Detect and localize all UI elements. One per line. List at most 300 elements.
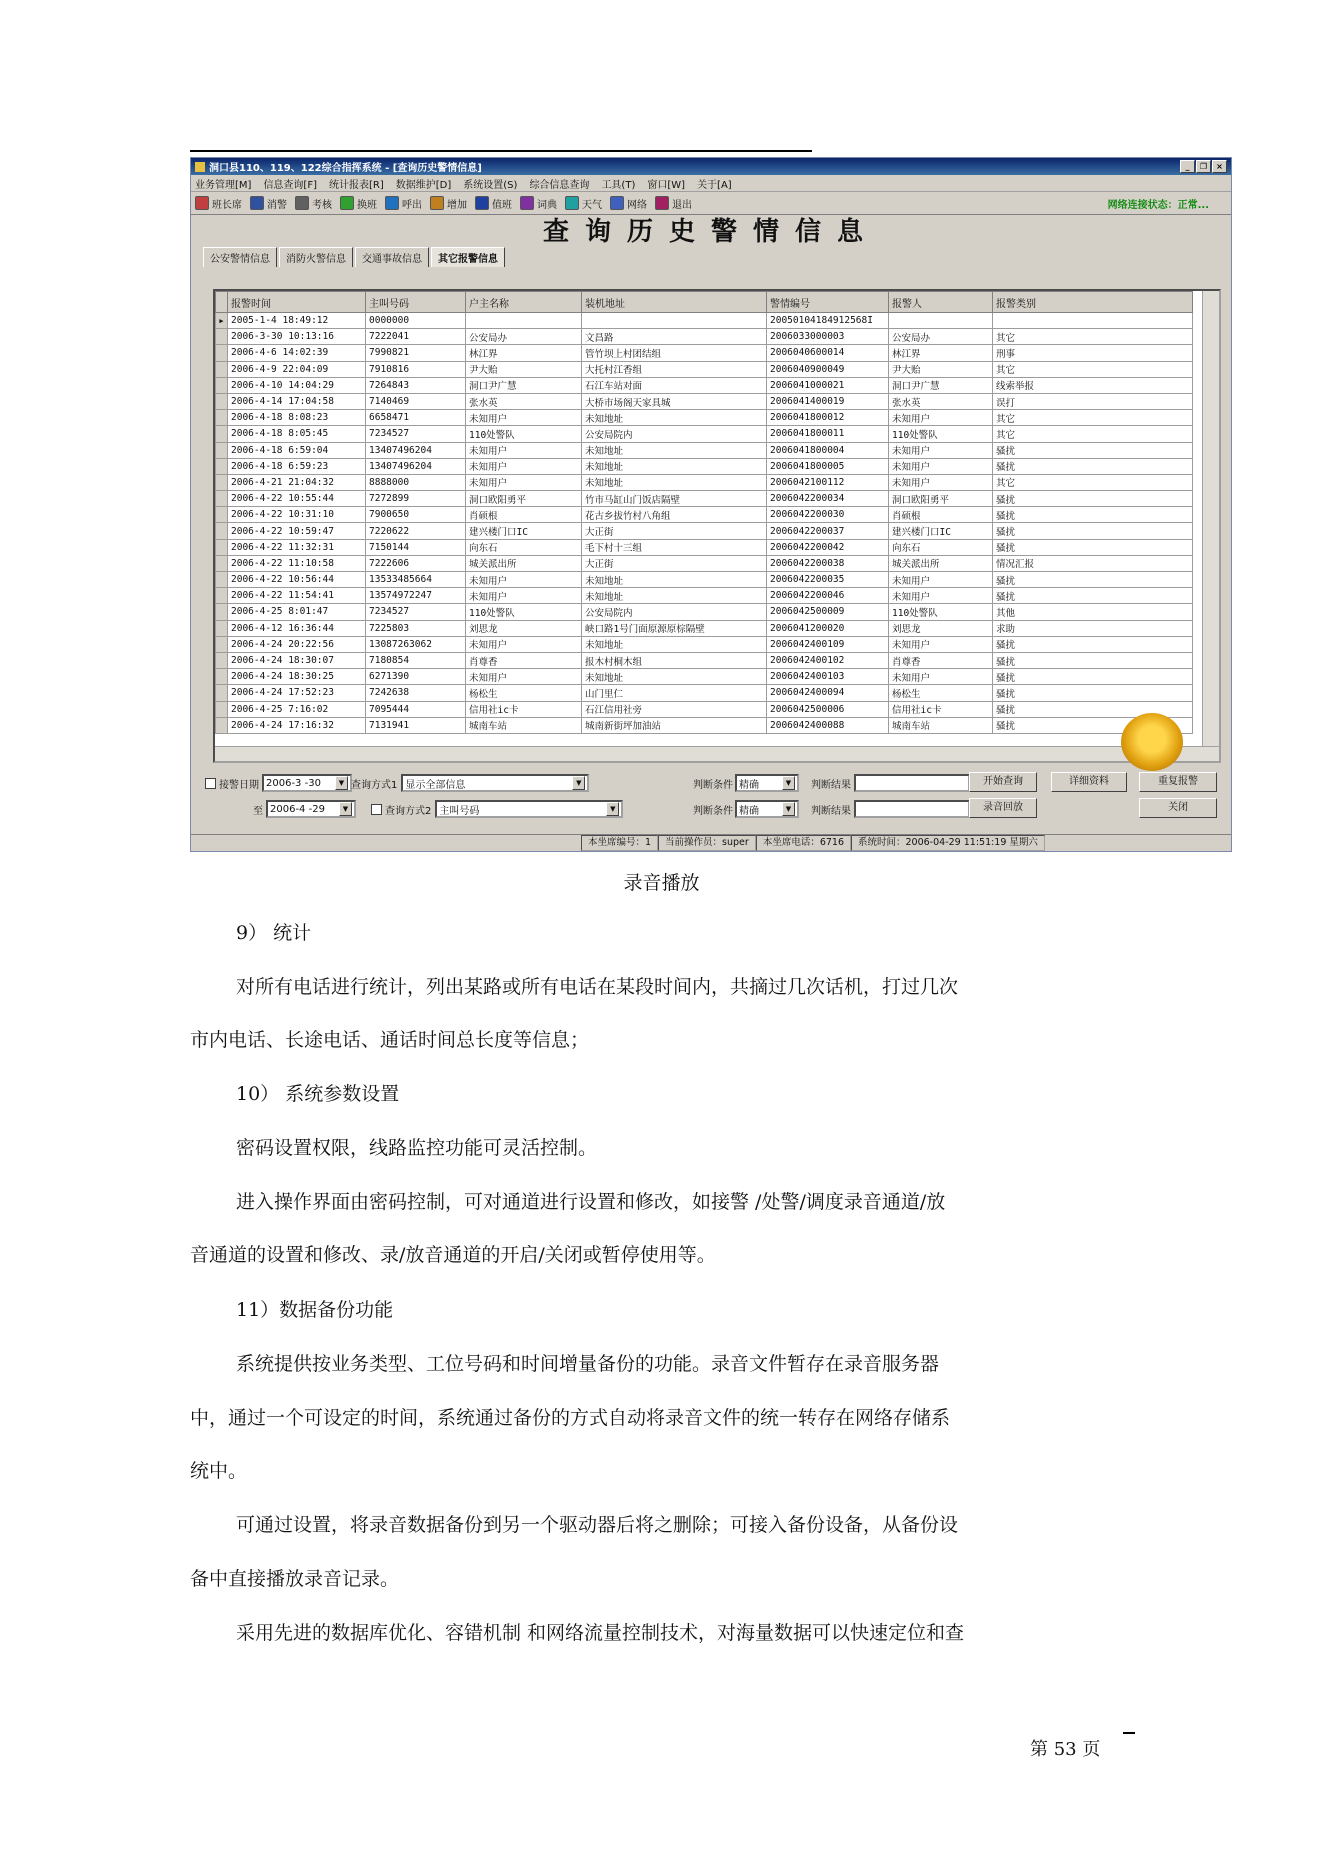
table-cell[interactable]: 2006042100112 bbox=[767, 474, 889, 490]
table-cell[interactable]: 城南新街坪加油站 bbox=[582, 717, 767, 733]
table-cell[interactable]: 13407496204 bbox=[366, 458, 466, 474]
table-cell[interactable]: 骚扰 bbox=[993, 636, 1193, 652]
table-row[interactable] bbox=[216, 523, 1193, 539]
row-indicator bbox=[216, 620, 228, 636]
table-cell[interactable]: 林江界 bbox=[466, 345, 582, 361]
table-cell[interactable]: 公安局办 bbox=[466, 329, 582, 345]
table-cell[interactable]: 未知用户 bbox=[889, 669, 993, 685]
result2 bbox=[811, 800, 970, 818]
row-indicator bbox=[216, 717, 228, 733]
col-header-install-address[interactable]: 装机地址 bbox=[582, 292, 767, 313]
table-cell[interactable]: 7242638 bbox=[366, 685, 466, 701]
table-cell[interactable]: 20050104184912568I bbox=[767, 313, 889, 329]
table-cell[interactable]: 未知地址 bbox=[582, 588, 767, 604]
table-row[interactable] bbox=[216, 442, 1193, 458]
table-cell[interactable]: 洞口欧阳勇平 bbox=[466, 491, 582, 507]
table-cell[interactable]: 未知地址 bbox=[582, 572, 767, 588]
table-cell[interactable]: 未知用户 bbox=[889, 410, 993, 426]
alarm-grid[interactable] bbox=[213, 289, 1221, 763]
cond1-label: 判断条件 bbox=[693, 779, 733, 791]
toolbar-shift-change[interactable]: 换班 bbox=[340, 196, 377, 211]
table-row[interactable] bbox=[216, 313, 1193, 329]
table-cell[interactable]: 7220622 bbox=[366, 523, 466, 539]
table-cell[interactable]: 2006-4-24 17:16:32 bbox=[228, 717, 366, 733]
toolbar-on-duty[interactable]: 值班 bbox=[475, 196, 512, 211]
table-cell[interactable]: 2006-4-24 18:30:25 bbox=[228, 669, 366, 685]
row-indicator bbox=[216, 458, 228, 474]
table-row[interactable] bbox=[216, 393, 1193, 409]
table-cell[interactable]: 刑事 bbox=[993, 345, 1193, 361]
table-cell[interactable]: 未知用户 bbox=[466, 669, 582, 685]
tab-traffic-accidents[interactable]: 交通事故信息 bbox=[355, 247, 429, 267]
footer-dash bbox=[1123, 1732, 1135, 1734]
table-cell[interactable]: 毛下村十三组 bbox=[582, 539, 767, 555]
table-cell[interactable]: 2006-4-24 18:30:07 bbox=[228, 652, 366, 668]
table-cell[interactable]: 洞口尹广慧 bbox=[889, 377, 993, 393]
table-cell[interactable]: 未知地址 bbox=[582, 669, 767, 685]
table-cell[interactable]: 13407496204 bbox=[366, 442, 466, 458]
table-cell[interactable]: 大桥市场阁天家具城 bbox=[582, 393, 767, 409]
table-cell[interactable]: 2006041800012 bbox=[767, 410, 889, 426]
cond1-select[interactable]: 精确 ▼ bbox=[735, 774, 799, 792]
table-cell[interactable]: 6658471 bbox=[366, 410, 466, 426]
toolbar-exit[interactable]: 退出 bbox=[655, 196, 692, 211]
row-indicator bbox=[216, 636, 228, 652]
menu-about[interactable]: 关于[A] bbox=[697, 179, 732, 191]
table-cell[interactable]: 0000000 bbox=[366, 313, 466, 329]
table-row[interactable] bbox=[216, 555, 1193, 571]
table-cell[interactable]: 未知地址 bbox=[582, 636, 767, 652]
vertical-scrollbar[interactable] bbox=[1202, 291, 1219, 761]
table-row[interactable] bbox=[216, 588, 1193, 604]
table-cell[interactable]: 未知用户 bbox=[889, 442, 993, 458]
table-cell[interactable]: 2006-4-18 8:08:23 bbox=[228, 410, 366, 426]
table-cell[interactable]: 2006-4-18 6:59:23 bbox=[228, 458, 366, 474]
tab-other-alarms[interactable]: 其它报警信息 bbox=[431, 247, 505, 267]
tab-police-alarms[interactable]: 公安警情信息 bbox=[203, 247, 277, 267]
table-cell[interactable]: 误打 bbox=[993, 393, 1193, 409]
playback-button[interactable]: 录音回放 bbox=[969, 798, 1037, 818]
toolbar-weather[interactable]: 天气 bbox=[565, 196, 602, 211]
table-cell[interactable]: 骚扰 bbox=[993, 458, 1193, 474]
table-cell[interactable]: 向东石 bbox=[889, 539, 993, 555]
table-cell[interactable]: 肖硕根 bbox=[466, 507, 582, 523]
result2-label: 判断结果 bbox=[811, 805, 851, 817]
table-row[interactable] bbox=[216, 345, 1193, 361]
table-cell[interactable]: 其它 bbox=[993, 410, 1193, 426]
table-cell[interactable]: 未知用户 bbox=[466, 410, 582, 426]
table-cell[interactable]: 未知用户 bbox=[466, 588, 582, 604]
section-11-heading: 11）数据备份功能 bbox=[236, 1299, 394, 1321]
table-cell[interactable]: 张水英 bbox=[889, 393, 993, 409]
table-cell[interactable] bbox=[466, 313, 582, 329]
table-row[interactable] bbox=[216, 377, 1193, 393]
table-cell[interactable]: 骚扰 bbox=[993, 523, 1193, 539]
table-cell[interactable]: 7910816 bbox=[366, 361, 466, 377]
row-indicator bbox=[216, 345, 228, 361]
table-cell[interactable]: 骚扰 bbox=[993, 539, 1193, 555]
table-cell[interactable]: 未知用户 bbox=[889, 458, 993, 474]
table-cell[interactable]: 刘思龙 bbox=[889, 620, 993, 636]
table-row[interactable] bbox=[216, 572, 1193, 588]
table-row[interactable] bbox=[216, 329, 1193, 345]
toolbar-add[interactable]: 增加 bbox=[430, 196, 467, 211]
paragraph-line: 进入操作界面由密码控制，可对通道进行设置和修改，如接警 /处警/调度录音通道/放 bbox=[236, 1191, 946, 1213]
table-cell[interactable]: 2006042500009 bbox=[767, 604, 889, 620]
table-cell[interactable]: 7095444 bbox=[366, 701, 466, 717]
table-cell[interactable]: 未知用户 bbox=[466, 572, 582, 588]
cond2-select[interactable]: 精确 ▼ bbox=[735, 800, 799, 818]
table-cell[interactable]: 2006-4-22 11:10:58 bbox=[228, 555, 366, 571]
table-cell[interactable]: 未知用户 bbox=[466, 636, 582, 652]
table-row[interactable] bbox=[216, 669, 1193, 685]
table-cell[interactable]: 骚扰 bbox=[993, 572, 1193, 588]
table-cell[interactable]: 2006042400109 bbox=[767, 636, 889, 652]
table-cell[interactable]: 骚扰 bbox=[993, 588, 1193, 604]
table-cell[interactable]: 7140469 bbox=[366, 393, 466, 409]
table-cell[interactable]: 2006042500006 bbox=[767, 701, 889, 717]
table-cell[interactable]: 骚扰 bbox=[993, 717, 1193, 733]
table-cell[interactable]: 2006-4-6 14:02:39 bbox=[228, 345, 366, 361]
table-cell[interactable]: 未知用户 bbox=[889, 572, 993, 588]
table-cell[interactable]: 未知地址 bbox=[582, 442, 767, 458]
table-cell[interactable]: 骚扰 bbox=[993, 652, 1193, 668]
table-cell[interactable]: 尹大贻 bbox=[889, 361, 993, 377]
table-row[interactable] bbox=[216, 361, 1193, 377]
table-cell[interactable]: 刘思龙 bbox=[466, 620, 582, 636]
date-filter bbox=[205, 774, 352, 792]
table-cell[interactable]: 其它 bbox=[993, 426, 1193, 442]
section-9-heading: 9） 统计 bbox=[236, 922, 312, 944]
tab-bar bbox=[191, 249, 1231, 267]
col-header-caller-number[interactable]: 主叫号码 bbox=[366, 292, 466, 313]
menu-info-query[interactable]: 信息查询[F] bbox=[263, 179, 317, 191]
table-cell[interactable]: 信用社ic卡 bbox=[889, 701, 993, 717]
status-system-time: 系统时间：2006-04-29 11:51:19 星期六 bbox=[851, 835, 1045, 851]
table-cell[interactable]: 7180854 bbox=[366, 652, 466, 668]
menu-business[interactable]: 业务管理[M] bbox=[195, 179, 252, 191]
table-row[interactable] bbox=[216, 636, 1193, 652]
table-cell[interactable]: 2006-4-22 11:54:41 bbox=[228, 588, 366, 604]
table-row[interactable] bbox=[216, 620, 1193, 636]
mode2-checkbox[interactable] bbox=[371, 804, 382, 815]
table-cell[interactable]: 2006042200046 bbox=[767, 588, 889, 604]
table-cell[interactable]: 求助 bbox=[993, 620, 1193, 636]
table-cell[interactable]: 7222606 bbox=[366, 555, 466, 571]
table-cell[interactable]: 骚扰 bbox=[993, 701, 1193, 717]
toolbar-network[interactable]: 网络 bbox=[610, 196, 647, 211]
table-row[interactable] bbox=[216, 474, 1193, 490]
table-cell[interactable]: 肖硕根 bbox=[889, 507, 993, 523]
app-screenshot bbox=[190, 157, 1232, 852]
table-cell[interactable]: 未知用户 bbox=[889, 474, 993, 490]
row-indicator bbox=[216, 588, 228, 604]
chevron-down-icon: ▼ bbox=[572, 776, 585, 790]
table-cell[interactable]: 情况汇报 bbox=[993, 555, 1193, 571]
table-row[interactable] bbox=[216, 701, 1193, 717]
table-cell[interactable]: 2006042200030 bbox=[767, 507, 889, 523]
table-cell[interactable]: 骚扰 bbox=[993, 669, 1193, 685]
table-row[interactable] bbox=[216, 539, 1193, 555]
table-cell[interactable]: 2006042200034 bbox=[767, 491, 889, 507]
table-cell[interactable]: 洞口欧阳勇平 bbox=[889, 491, 993, 507]
table-cell[interactable]: 未知地址 bbox=[582, 474, 767, 490]
table-cell[interactable]: 骚扰 bbox=[993, 442, 1193, 458]
date-from-picker[interactable]: 2006-3 -30 ▼ bbox=[262, 774, 352, 792]
paragraph-line: 市内电话、长途电话、通话时间总长度等信息； bbox=[190, 1029, 590, 1051]
table-cell[interactable]: 大托村江香组 bbox=[582, 361, 767, 377]
table-cell[interactable]: 信用社ic卡 bbox=[466, 701, 582, 717]
toolbar-call-out[interactable]: 呼出 bbox=[385, 196, 422, 211]
table-cell[interactable]: 未知用户 bbox=[889, 588, 993, 604]
menu-data-maintenance[interactable]: 数据维护[D] bbox=[395, 179, 452, 191]
table-cell[interactable]: 7264843 bbox=[366, 377, 466, 393]
table-cell[interactable]: 2006042400103 bbox=[767, 669, 889, 685]
mode1-select[interactable]: 显示全部信息 ▼ bbox=[401, 774, 589, 792]
table-cell[interactable]: 2006041800005 bbox=[767, 458, 889, 474]
table-cell[interactable]: 7900650 bbox=[366, 507, 466, 523]
table-cell[interactable]: 2006-4-22 10:55:44 bbox=[228, 491, 366, 507]
window-titlebar bbox=[191, 158, 1231, 175]
table-cell[interactable]: 110处警队 bbox=[466, 426, 582, 442]
table-cell[interactable]: 7234527 bbox=[366, 604, 466, 620]
col-header-alarm-time[interactable]: 报警时间 bbox=[228, 292, 366, 313]
mode2-select[interactable]: 主叫号码 ▼ bbox=[435, 800, 623, 818]
table-cell[interactable]: 骚扰 bbox=[993, 685, 1193, 701]
table-row[interactable] bbox=[216, 458, 1193, 474]
col-header-alarm-type[interactable]: 报警类别 bbox=[993, 292, 1193, 313]
table-row[interactable] bbox=[216, 491, 1193, 507]
table-cell[interactable]: 7225803 bbox=[366, 620, 466, 636]
table-row[interactable] bbox=[216, 426, 1193, 442]
toolbar bbox=[191, 192, 1231, 215]
table-cell[interactable] bbox=[889, 313, 993, 329]
table-row[interactable] bbox=[216, 507, 1193, 523]
table-cell[interactable]: 张水英 bbox=[466, 393, 582, 409]
table-cell[interactable]: 峡口路1号门面原源原棕隔壁 bbox=[582, 620, 767, 636]
edit-icon bbox=[295, 196, 309, 210]
menu-window[interactable]: 窗口[W] bbox=[647, 179, 686, 191]
table-cell[interactable]: 2006040600014 bbox=[767, 345, 889, 361]
result1-label: 判断结果 bbox=[811, 779, 851, 791]
table-cell[interactable]: 未知用户 bbox=[466, 474, 582, 490]
table-cell[interactable]: 肖尊香 bbox=[466, 652, 582, 668]
table-cell[interactable]: 城南车站 bbox=[889, 717, 993, 733]
table-cell[interactable]: 2006-4-21 21:04:32 bbox=[228, 474, 366, 490]
table-cell[interactable]: 2006-4-9 22:04:09 bbox=[228, 361, 366, 377]
table-cell[interactable]: 骚扰 bbox=[993, 491, 1193, 507]
close-window-button[interactable]: × bbox=[1212, 160, 1227, 173]
table-cell[interactable]: 报木村桐木组 bbox=[582, 652, 767, 668]
minimize-button[interactable]: _ bbox=[1180, 160, 1195, 173]
col-header-owner-name[interactable]: 户主名称 bbox=[466, 292, 582, 313]
table-cell[interactable]: 公安局院内 bbox=[582, 426, 767, 442]
col-header-reporter[interactable]: 报警人 bbox=[889, 292, 993, 313]
table-cell[interactable]: 建兴楼门口IC bbox=[889, 523, 993, 539]
paragraph-line: 可通过设置，将录音数据备份到另一个驱动器后将之删除；可接入备份设备，从备份设 bbox=[236, 1514, 959, 1536]
calendar-icon bbox=[430, 196, 444, 210]
network-status: 网络连接状态：正常... bbox=[1107, 199, 1209, 211]
table-cell[interactable]: 2006041400019 bbox=[767, 393, 889, 409]
tab-fire-alarms[interactable]: 消防火警信息 bbox=[279, 247, 353, 267]
menubar bbox=[191, 175, 1231, 192]
toolbar-clear-alarm[interactable]: 消警 bbox=[250, 196, 287, 211]
detail-button[interactable]: 详细资料 bbox=[1051, 772, 1127, 792]
table-cell[interactable]: 7272899 bbox=[366, 491, 466, 507]
chevron-down-icon: ▼ bbox=[606, 802, 619, 816]
table-cell[interactable]: 7222041 bbox=[366, 329, 466, 345]
table-cell[interactable]: 其它 bbox=[993, 329, 1193, 345]
table-cell[interactable]: 城关派出所 bbox=[889, 555, 993, 571]
app-icon bbox=[195, 162, 205, 172]
table-cell[interactable]: 洞口尹广慧 bbox=[466, 377, 582, 393]
table-cell[interactable]: 线索举报 bbox=[993, 377, 1193, 393]
table-cell[interactable]: 2006-4-24 20:22:56 bbox=[228, 636, 366, 652]
toolbar-assessment[interactable]: 考核 bbox=[295, 196, 332, 211]
exit-icon bbox=[655, 196, 669, 210]
table-cell[interactable]: 林江界 bbox=[889, 345, 993, 361]
table-cell[interactable]: 城关派出所 bbox=[466, 555, 582, 571]
table-cell[interactable]: 2006-4-22 10:59:47 bbox=[228, 523, 366, 539]
table-row[interactable] bbox=[216, 717, 1193, 733]
paragraph-line: 中，通过一个可设定的时间，系统通过备份的方式自动将录音文件的统一转存在网络存储系 bbox=[190, 1407, 951, 1429]
table-cell[interactable]: 2006041800004 bbox=[767, 442, 889, 458]
table-cell[interactable]: 其它 bbox=[993, 474, 1193, 490]
table-cell[interactable]: 2006-4-22 10:56:44 bbox=[228, 572, 366, 588]
table-cell[interactable]: 文昌路 bbox=[582, 329, 767, 345]
table-cell[interactable]: 2006-4-22 10:31:10 bbox=[228, 507, 366, 523]
col-header-alarm-id[interactable]: 警情编号 bbox=[767, 292, 889, 313]
table-cell[interactable]: 尹大贻 bbox=[466, 361, 582, 377]
table-cell[interactable]: 7234527 bbox=[366, 426, 466, 442]
table-cell[interactable]: 2006033000003 bbox=[767, 329, 889, 345]
table-cell[interactable]: 公安局院内 bbox=[582, 604, 767, 620]
table-cell[interactable]: 管竹坝上村团结组 bbox=[582, 345, 767, 361]
table-cell[interactable] bbox=[582, 313, 767, 329]
table-cell[interactable]: 城南车站 bbox=[466, 717, 582, 733]
table-cell[interactable]: 2006-4-25 8:01:47 bbox=[228, 604, 366, 620]
table-cell[interactable]: 2006042200038 bbox=[767, 555, 889, 571]
date-to-picker[interactable]: 2006-4 -29 ▼ bbox=[266, 800, 356, 818]
table-cell[interactable]: 2005-1-4 18:49:12 bbox=[228, 313, 366, 329]
table-cell[interactable]: 13533485664 bbox=[366, 572, 466, 588]
menu-reports[interactable]: 统计报表[R] bbox=[329, 179, 384, 191]
horizontal-scrollbar[interactable] bbox=[215, 746, 1219, 761]
table-cell[interactable]: 建兴楼门口IC bbox=[466, 523, 582, 539]
table-cell[interactable]: 2006042200035 bbox=[767, 572, 889, 588]
table-cell[interactable]: 2006-4-18 6:59:04 bbox=[228, 442, 366, 458]
result1-input[interactable] bbox=[854, 774, 970, 792]
table-cell[interactable]: 未知用户 bbox=[466, 458, 582, 474]
table-cell[interactable]: 未知用户 bbox=[466, 442, 582, 458]
table-cell[interactable]: 2006-4-18 8:05:45 bbox=[228, 426, 366, 442]
table-cell[interactable]: 花古乡拔竹村八角组 bbox=[582, 507, 767, 523]
date-filter-checkbox[interactable] bbox=[205, 778, 216, 789]
menu-tools[interactable]: 工具(T) bbox=[601, 179, 636, 191]
table-cell[interactable]: 大正街 bbox=[582, 555, 767, 571]
table-cell[interactable]: 未知地址 bbox=[582, 458, 767, 474]
table-cell[interactable]: 大正街 bbox=[582, 523, 767, 539]
table-cell[interactable]: 竹市马缸山门饭店隔壁 bbox=[582, 491, 767, 507]
table-cell[interactable]: 8888000 bbox=[366, 474, 466, 490]
table-cell[interactable]: 杨松生 bbox=[466, 685, 582, 701]
cond1 bbox=[693, 774, 799, 792]
table-row[interactable] bbox=[216, 604, 1193, 620]
table-cell[interactable]: 其它 bbox=[993, 361, 1193, 377]
table-row[interactable] bbox=[216, 410, 1193, 426]
table-cell[interactable]: 石江车站对面 bbox=[582, 377, 767, 393]
table-cell[interactable]: 2006042400088 bbox=[767, 717, 889, 733]
table-cell[interactable]: 2006041800011 bbox=[767, 426, 889, 442]
row-indicator bbox=[216, 377, 228, 393]
table-cell[interactable]: 2006-3-30 10:13:16 bbox=[228, 329, 366, 345]
start-query-button[interactable]: 开始查询 bbox=[969, 772, 1037, 792]
table-cell[interactable]: 110处警队 bbox=[889, 604, 993, 620]
table-cell[interactable]: 石江信用社旁 bbox=[582, 701, 767, 717]
table-cell[interactable]: 2006042200042 bbox=[767, 539, 889, 555]
table-cell[interactable]: 6271390 bbox=[366, 669, 466, 685]
table-cell[interactable]: 2006042200037 bbox=[767, 523, 889, 539]
row-indicator bbox=[216, 426, 228, 442]
table-cell[interactable]: 2006-4-12 16:36:44 bbox=[228, 620, 366, 636]
table-cell[interactable]: 2006-4-10 14:04:29 bbox=[228, 377, 366, 393]
row-indicator bbox=[216, 361, 228, 377]
result2-input[interactable] bbox=[854, 800, 970, 818]
table-cell[interactable]: 110处警队 bbox=[466, 604, 582, 620]
table-cell[interactable]: 13087263062 bbox=[366, 636, 466, 652]
table-cell[interactable]: 7131941 bbox=[366, 717, 466, 733]
close-button[interactable]: 关闭 bbox=[1139, 798, 1217, 818]
menu-composite-query[interactable]: 综合信息查询 bbox=[529, 179, 590, 191]
table-cell[interactable]: 公安局办 bbox=[889, 329, 993, 345]
table-cell[interactable]: 2006-4-22 11:32:31 bbox=[228, 539, 366, 555]
table-cell[interactable]: 2006042400094 bbox=[767, 685, 889, 701]
table-cell[interactable]: 未知地址 bbox=[582, 410, 767, 426]
table-cell[interactable]: 2006-4-25 7:16:02 bbox=[228, 701, 366, 717]
table-cell[interactable]: 其他 bbox=[993, 604, 1193, 620]
table-cell[interactable]: 2006041200020 bbox=[767, 620, 889, 636]
toolbar-dictionary[interactable]: 词典 bbox=[520, 196, 557, 211]
row-indicator bbox=[216, 410, 228, 426]
table-cell[interactable]: 骚扰 bbox=[993, 507, 1193, 523]
table-row[interactable] bbox=[216, 685, 1193, 701]
table-cell[interactable]: 7150144 bbox=[366, 539, 466, 555]
table-cell[interactable]: 肖尊香 bbox=[889, 652, 993, 668]
table-row[interactable] bbox=[216, 652, 1193, 668]
table-cell[interactable]: 13574972247 bbox=[366, 588, 466, 604]
table-cell[interactable] bbox=[993, 313, 1193, 329]
table-cell[interactable]: 7990821 bbox=[366, 345, 466, 361]
table-cell[interactable]: 向东石 bbox=[466, 539, 582, 555]
restore-button[interactable]: ❐ bbox=[1196, 160, 1211, 173]
table-cell[interactable]: 2006041000021 bbox=[767, 377, 889, 393]
repeat-alarm-button[interactable]: 重复报警 bbox=[1139, 772, 1217, 792]
weather-icon bbox=[565, 196, 579, 210]
table-cell[interactable]: 山门里仁 bbox=[582, 685, 767, 701]
table-cell[interactable]: 110处警队 bbox=[889, 426, 993, 442]
table-cell[interactable]: 2006-4-24 17:52:23 bbox=[228, 685, 366, 701]
mode2 bbox=[371, 800, 623, 818]
table-cell[interactable]: 杨松生 bbox=[889, 685, 993, 701]
row-indicator bbox=[216, 604, 228, 620]
toolbar-squad-leader[interactable]: 班长席 bbox=[195, 196, 242, 211]
table-cell[interactable]: 2006040900049 bbox=[767, 361, 889, 377]
lion-mascot-icon bbox=[1121, 713, 1183, 771]
table-cell[interactable]: 2006-4-14 17:04:58 bbox=[228, 393, 366, 409]
table-cell[interactable]: 未知用户 bbox=[889, 636, 993, 652]
table-cell[interactable]: 2006042400102 bbox=[767, 652, 889, 668]
menu-system-settings[interactable]: 系统设置(S) bbox=[463, 179, 518, 191]
